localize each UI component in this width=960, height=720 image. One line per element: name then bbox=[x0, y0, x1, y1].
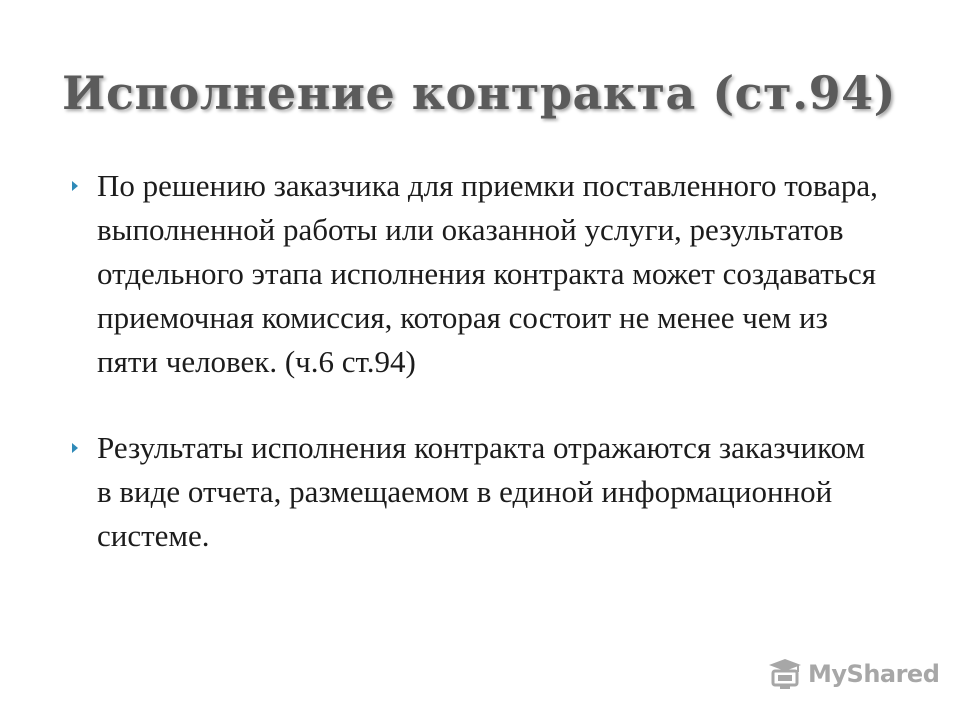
mortarboard-computer-icon bbox=[768, 658, 802, 690]
bullet-text: По решению заказчика для приемки поставленного товара, выполненной работы или оказанной услуги, результатов отдельного этапа исполнения контракта может создаваться приемочная комиссия, которая состоит не менее чем из пяти человек. (ч.6 ст.94) bbox=[97, 168, 878, 379]
bullet-text: Результаты исполнения контракта отражаются заказчиком в виде отчета, размещаемом в единой информационной системе. bbox=[97, 430, 866, 553]
watermark bbox=[768, 656, 939, 692]
bullet-arrow-icon bbox=[72, 443, 78, 453]
bullet-list bbox=[66, 164, 886, 558]
slide-title: Исполнение контракта (ст.94) bbox=[62, 66, 896, 120]
bullet-arrow-icon bbox=[72, 181, 78, 191]
watermark-text: MyShared bbox=[808, 660, 940, 688]
bullet-item bbox=[66, 164, 886, 384]
bullet-item bbox=[66, 426, 886, 558]
